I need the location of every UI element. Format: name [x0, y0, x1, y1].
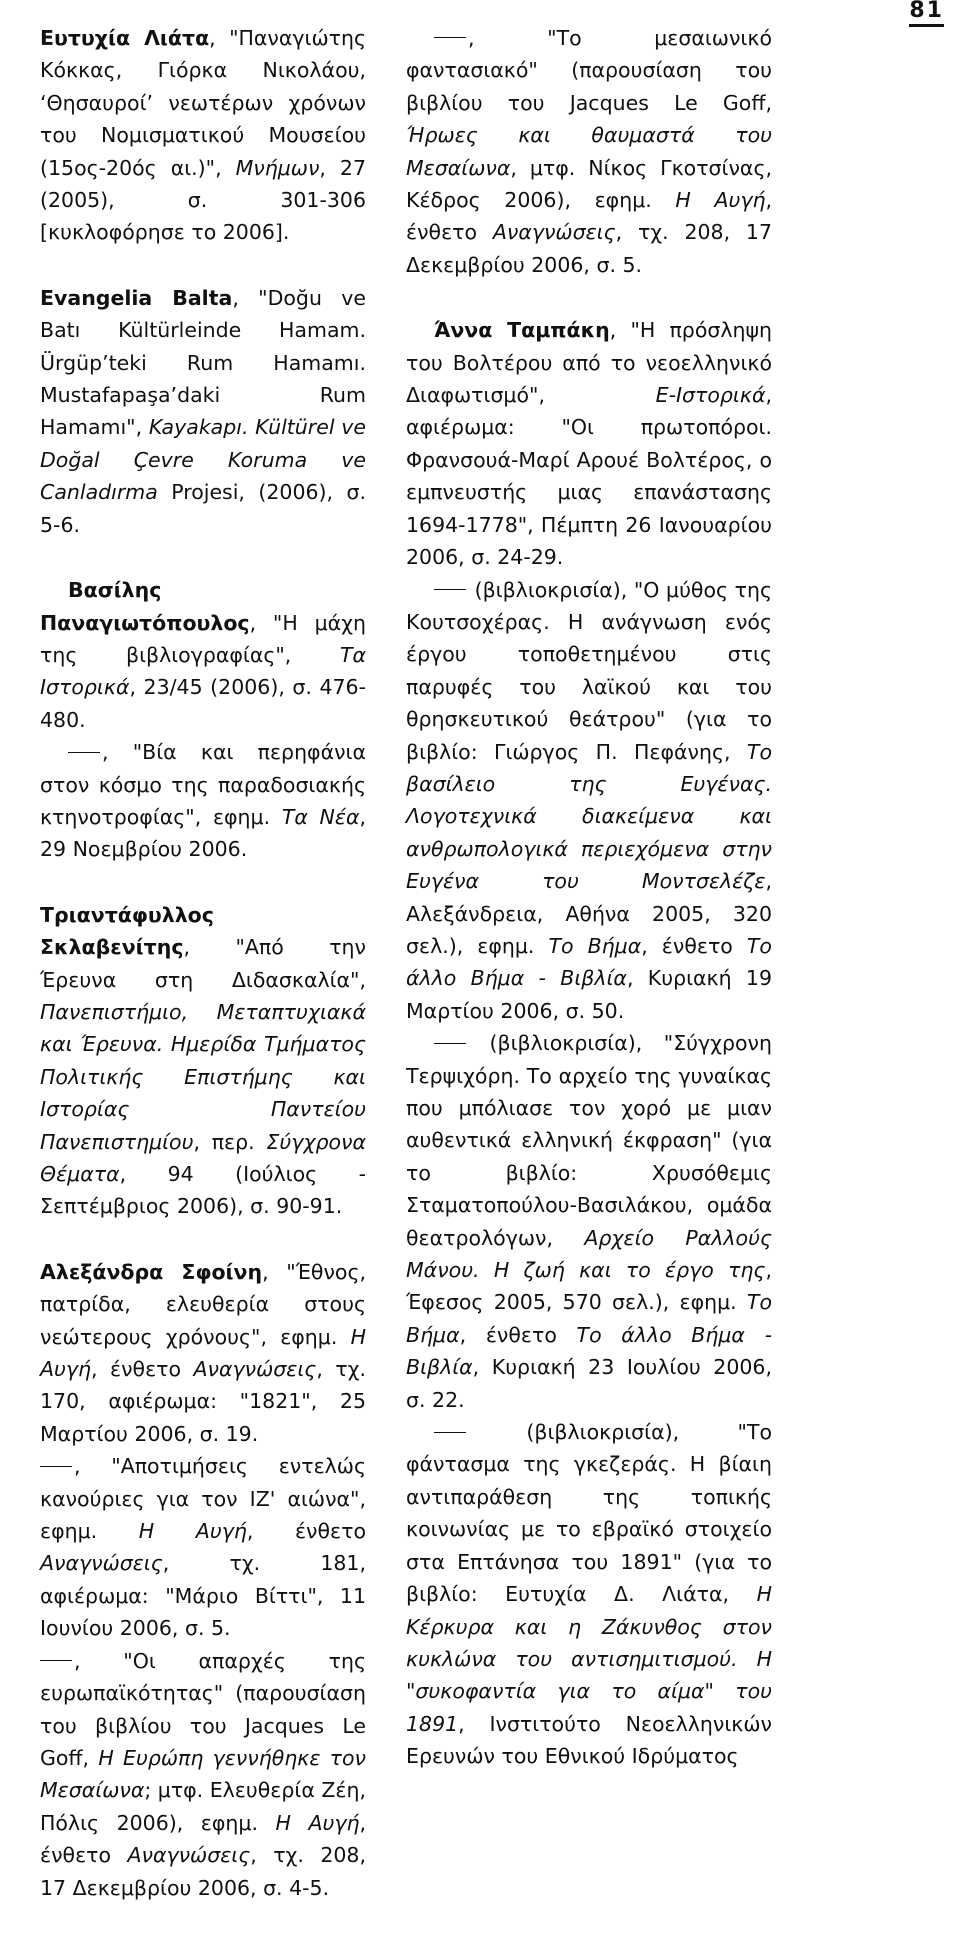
entry-sub — [40, 1450, 366, 1644]
journal-title: Ε-Ιστορικά — [655, 383, 766, 408]
entry-text: (βιβλιοκρισία), "Σύγχρονη Τερψιχόρη. Το αρχείο της γυναίκας που μπόλιασε τον χορό με μιαν αυθεντικά ελληνική έκφραση" (για το βιβλίο: Χρυσόθεμις Σταματοπούλου-Βασιλάκου, ομάδα θεατρολόγων, — [406, 1031, 772, 1250]
supplement-title: Το άλλο Βήμα - Βιβλία — [406, 1322, 772, 1380]
entry-main — [40, 574, 366, 736]
entry-text: , "Η πρόσληψη του Βολτέρου από το νεοελληνικό Διαφωτισμό", — [406, 318, 772, 408]
entry-text: , Έφεσος 2005, 570 σελ.), εφημ. — [406, 1258, 772, 1315]
bibliography-entry-liata — [40, 22, 366, 249]
entry-text: , "Αποτιμήσεις εντελώς κανούριες για τον ΙΖ' αιώνα", εφημ. — [40, 1454, 366, 1544]
entry-text: , τχ. 208, 17 Δεκεμβρίου 2006, σ. 5. — [406, 220, 773, 277]
entry-text: , Κυριακή 23 Ιουλίου 2006, σ. 22. — [406, 1355, 772, 1412]
entry-text: , αφιέρωμα: "Οι πρωτοπόροι. Φρανσουά-Μαρί Αρουέ Βολτέρος, ο εμπνευστής μιας επανάστασης 1694-1778", Πέμπτη 26 Ιανουαρίου 2006, σ. 24-29. — [406, 383, 772, 570]
author-name: Αλεξάνδρα Σφοίνη — [40, 1259, 263, 1284]
bibliography-entry-panagiotopoulos — [40, 574, 366, 866]
book-title: Ήρωες και θαυμαστά του Μεσαίωνα — [406, 123, 772, 180]
entry-main — [40, 1256, 366, 1450]
entry-sub — [40, 1645, 366, 1904]
entry-text: (βιβλιοκρισία), "Ο μύθος της Κουτσοχέρας. Η ανάγνωση ενός έργου τοποθετημένου στις παρυφές του λαϊκού και του θρησκευτικού θεάτρου" (για το βιβλίο: Γιώργος Π. Πεφάνης, — [406, 577, 772, 764]
bibliography-entry-sklavenitis — [40, 899, 366, 1223]
author-name: Άννα Ταμπάκη — [434, 318, 610, 343]
entry-text: , "Οι απαρχές της ευρωπαϊκότητας" (παρουσίαση του βιβλίου του Jacques Le Goff, — [40, 1648, 366, 1770]
entry-text: , 29 Νοεμβρίου 2006. — [40, 804, 367, 862]
entry-text: , "Η μάχη της βιβλιογραφίας", — [40, 610, 366, 667]
entry-text: , "Το μεσαιωνικό φαντασιακό" (παρουσίαση του βιβλίου του Jacques Le Goff, — [406, 26, 772, 115]
book-title: Το βασίλειο της Ευγένας. Λογοτεχνικά διακείμενα και ανθρωπολογικά περιεχόμενα στην Ευγένα του Μοντσελέζε — [406, 739, 772, 894]
supplement-title: Αναγνώσεις — [193, 1357, 317, 1382]
entry-text: , "Παναγιώτης Κόκκας, Γιόρκα Νικολάου, ‘Θησαυροί’ νεωτέρων χρόνων του Νομισματικού Μουσείου (15ος-20ός αι.)", — [40, 26, 366, 180]
journal-title: Μνήμων — [235, 155, 320, 180]
supplement-title: Αναγνώσεις — [40, 1551, 163, 1576]
publication-title: Kayakapı. Kültürel ve Doğal Çevre Koruma ve Canladırma — [40, 415, 366, 505]
entry-sub — [40, 736, 366, 866]
entry-text: , ένθετο — [40, 1810, 366, 1868]
supplement-title: Το άλλο Βήμα - Βιβλία — [406, 933, 772, 991]
entry-text: , "Βία και περηφάνια στον κόσμο της παραδοσιακής κτηνοτροφίας", εφημ. — [40, 740, 366, 829]
author-name: Τριαντάφυλλος Σκλαβενίτης — [40, 902, 214, 960]
publication-title: Πανεπιστήμιο, Μεταπτυχιακά και Έρευνα. Ημερίδα Τμήματος Πολιτικής Επιστήμης και Ιστορίας Παντείου Πανεπιστημίου — [40, 999, 366, 1154]
book-title: Αρχείο Ραλλούς Μάνου. Η ζωή και το έργο της — [406, 1225, 772, 1283]
bibliography-entry-continued — [406, 22, 772, 281]
entry-text: Projesi, (2006), σ. 5-6. — [40, 480, 366, 537]
book-title: Η Ευρώπη γεννήθηκε τον Μεσαίωνα — [40, 1745, 366, 1803]
repeat-author-dash — [434, 37, 466, 38]
supplement-title: Αναγνώσεις — [127, 1843, 251, 1868]
newspaper-title: Το Βήμα — [406, 1290, 772, 1347]
entry-text: , ένθετο — [459, 1322, 577, 1347]
page-number: 81 — [909, 0, 944, 27]
newspaper-title: Η Αυγή — [40, 1324, 366, 1382]
entry-text: , 23/45 (2006), σ. 476-480. — [40, 675, 366, 732]
entry-text: , ένθετο — [91, 1357, 194, 1382]
author-name: Evangelia Balta — [40, 285, 233, 310]
bibliography-entry-sfoini — [40, 1256, 366, 1904]
newspaper-title: Η Αυγή — [275, 1810, 360, 1835]
bibliography-entry-balta — [40, 282, 366, 541]
entry-sub — [406, 1027, 772, 1416]
repeat-author-dash — [40, 1660, 72, 1661]
entry-text: , "Doğu ve Batı Kültürleinde Hamam. Ürgüp’teki Rum Hamamı. Mustafapaşa’daki Rum Hamamı", — [40, 285, 366, 440]
author-name: Βασίλης Παναγιωτόπουλος — [40, 578, 250, 635]
newspaper-title: Τα Νέα — [281, 804, 360, 829]
entry-text: , ένθετο — [641, 933, 747, 958]
entry-text: , τχ. 181, αφιέρωμα: "Μάριο Βίττι", 11 Ιουνίου 2006, σ. 5. — [40, 1551, 366, 1641]
repeat-author-dash — [434, 589, 466, 590]
entry-main — [406, 314, 772, 573]
bibliography-entry-tampaki — [406, 314, 772, 1772]
entry-text: , 94 (Ιούλιος - Σεπτέμβριος 2006), σ. 90-91. — [40, 1162, 366, 1219]
entry-sub — [406, 1416, 772, 1772]
entry-text: , τχ. 208, 17 Δεκεμβρίου 2006, σ. 4-5. — [40, 1843, 366, 1900]
entry-text: ; μτφ. Ελευθερία Ζέη, Πόλις 2006), εφημ. — [40, 1778, 366, 1835]
entry-text: , ένθετο — [246, 1519, 366, 1544]
journal-title: Σύγχρονα Θέματα — [40, 1129, 366, 1186]
supplement-title: Αναγνώσεις — [492, 220, 616, 245]
entry-text: , "Έθνος, πατρίδα, ελευθερία στους νεώτερους χρόνους", εφημ. — [40, 1259, 366, 1349]
author-name: Ευτυχία Λιάτα — [40, 26, 210, 50]
journal-title: Τα Ιστορικά — [40, 642, 366, 700]
newspaper-title: Το Βήμα — [548, 933, 642, 958]
entry-text: , μτφ. Νίκος Γκοτσίνας, Κέδρος 2006), εφημ. — [406, 155, 772, 213]
right-column — [406, 22, 772, 1806]
repeat-author-dash — [434, 1043, 466, 1044]
entry-text: , Αλεξάνδρεια, Αθήνα 2005, 320 σελ.), εφημ. — [406, 869, 772, 958]
entry-sub — [406, 574, 772, 1028]
entry-text: , Ινστιτούτο Νεοελληνικών Ερευνών του Εθνικού Ιδρύματος — [406, 1711, 772, 1769]
newspaper-title: Η Αυγή — [675, 188, 766, 213]
entry-text: (βιβλιοκρισία), "Το φάντασμα της γκεζεράς. Η βίαιη αντιπαράθεση της τοπικής κοινωνίας με το εβραϊκό στοιχείο στα Επτάνησα του 1891" (για το βιβλίο: Ευτυχία Δ. Λιάτα, — [406, 1420, 772, 1607]
newspaper-title: Η Αυγή — [138, 1519, 247, 1544]
repeat-author-dash — [68, 752, 100, 753]
entry-text: , Κυριακή 19 Μαρτίου 2006, σ. 50. — [406, 966, 773, 1023]
repeat-author-dash — [434, 1432, 466, 1433]
entry-text: , 27 (2005), σ. 301-306 [κυκλοφόρησε το 2006]. — [40, 155, 366, 245]
entry-text: , τχ. 170, αφιέρωμα: "1821", 25 Μαρτίου 2006, σ. 19. — [40, 1357, 367, 1446]
entry-text: , "Από την Έρευνα στη Διδασκαλία", — [40, 935, 366, 992]
repeat-author-dash — [40, 1466, 72, 1467]
entry-text: , περ. — [193, 1129, 267, 1154]
left-column — [40, 22, 366, 1937]
book-title: Η Κέρκυρα και η Ζάκυνθος στον κυκλώνα του αντισημιτισμού. Η "συκοφαντία για το αίμα" του 1891 — [406, 1582, 772, 1736]
entry-text: , ένθετο — [406, 188, 772, 245]
